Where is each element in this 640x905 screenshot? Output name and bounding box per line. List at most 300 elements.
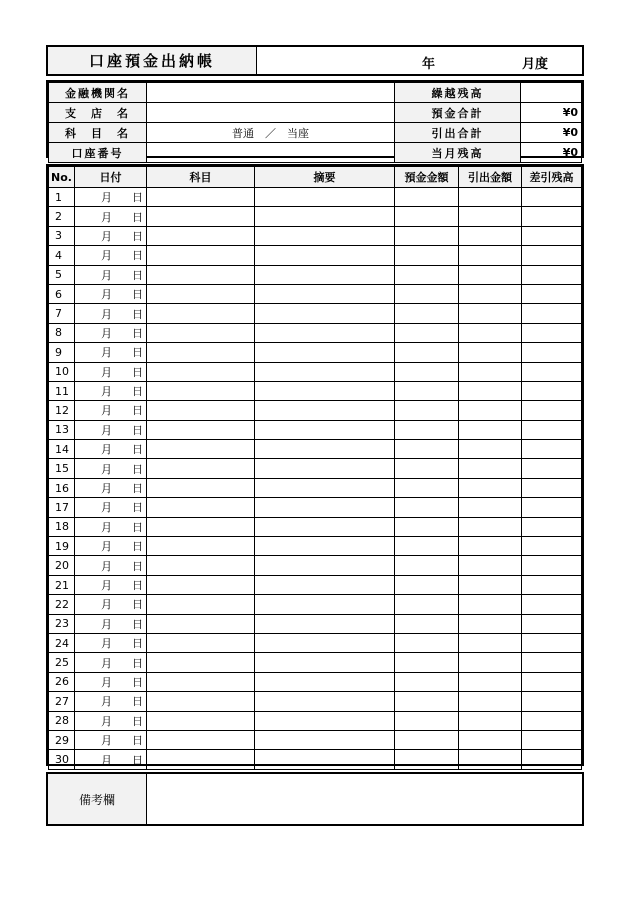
balance-cell[interactable] xyxy=(522,304,582,323)
deposit-cell[interactable] xyxy=(395,304,459,323)
description-cell[interactable] xyxy=(255,653,395,672)
day-char: 日 xyxy=(132,714,143,728)
description-cell[interactable] xyxy=(255,420,395,439)
branch-name-label: 支 店 名 xyxy=(49,103,147,123)
account-cell[interactable] xyxy=(147,517,255,536)
account-cell[interactable] xyxy=(147,633,255,652)
account-cell[interactable] xyxy=(147,711,255,730)
date-field[interactable] xyxy=(75,498,147,517)
date-field[interactable] xyxy=(75,381,147,400)
header-deposit: 預金金額 xyxy=(395,167,459,188)
deposit-cell[interactable] xyxy=(395,420,459,439)
month-char: 月 xyxy=(101,579,112,592)
withdrawal-cell[interactable] xyxy=(459,575,522,594)
withdrawal-cell[interactable] xyxy=(459,498,522,517)
account-cell[interactable] xyxy=(147,614,255,633)
withdrawal-cell[interactable] xyxy=(459,595,522,614)
deposit-cell[interactable] xyxy=(395,343,459,362)
row-number: 26 xyxy=(49,672,75,691)
withdrawal-cell[interactable] xyxy=(459,750,522,769)
day-char: 日 xyxy=(132,559,143,573)
description-cell[interactable] xyxy=(255,284,395,303)
deposit-cell[interactable] xyxy=(395,381,459,400)
balance-cell[interactable] xyxy=(522,265,582,284)
row-number: 7 xyxy=(49,304,75,323)
date-field[interactable] xyxy=(75,575,147,594)
day-char: 日 xyxy=(132,695,143,709)
day-char: 日 xyxy=(132,482,143,496)
withdrawal-cell[interactable] xyxy=(459,692,522,711)
withdrawal-cell[interactable] xyxy=(459,730,522,749)
date-field[interactable] xyxy=(75,343,147,362)
date-field[interactable] xyxy=(75,730,147,749)
month-char: 月 xyxy=(101,540,112,554)
deposit-cell[interactable] xyxy=(395,323,459,342)
withdrawal-cell[interactable] xyxy=(459,323,522,342)
month-char: 月 xyxy=(101,404,112,418)
account-cell[interactable] xyxy=(147,575,255,594)
deposit-cell[interactable] xyxy=(395,653,459,672)
deposit-cell[interactable] xyxy=(395,207,459,226)
deposit-cell[interactable] xyxy=(395,730,459,749)
deposit-cell[interactable] xyxy=(395,265,459,284)
withdrawal-cell[interactable] xyxy=(459,304,522,323)
branch-name-field[interactable] xyxy=(147,103,395,123)
deposit-cell[interactable] xyxy=(395,246,459,265)
month-balance-label: 当月残高 xyxy=(395,143,521,163)
deposit-cell[interactable] xyxy=(395,517,459,536)
row-number: 3 xyxy=(49,226,75,245)
withdrawal-cell[interactable] xyxy=(459,381,522,400)
description-cell[interactable] xyxy=(255,304,395,323)
month-char: 月 xyxy=(101,365,112,379)
date-field[interactable] xyxy=(75,207,147,226)
account-cell[interactable] xyxy=(147,401,255,420)
description-cell[interactable] xyxy=(255,323,395,342)
row-number: 5 xyxy=(49,265,75,284)
account-cell[interactable] xyxy=(147,440,255,459)
description-cell[interactable] xyxy=(255,478,395,497)
balance-cell[interactable] xyxy=(522,750,582,769)
month-char: 月 xyxy=(101,249,112,263)
account-cell[interactable] xyxy=(147,730,255,749)
date-field[interactable] xyxy=(75,633,147,652)
date-field[interactable] xyxy=(75,556,147,575)
header-date: 日付 xyxy=(75,167,147,188)
description-cell[interactable] xyxy=(255,362,395,381)
month-char: 月 xyxy=(101,637,112,651)
remarks-section xyxy=(46,772,584,826)
date-field[interactable] xyxy=(75,478,147,497)
withdrawal-cell[interactable] xyxy=(459,672,522,691)
description-cell[interactable] xyxy=(255,498,395,517)
withdrawal-cell[interactable] xyxy=(459,226,522,245)
row-number: 1 xyxy=(49,188,75,207)
deposit-cell[interactable] xyxy=(395,711,459,730)
date-field[interactable] xyxy=(75,323,147,342)
date-field[interactable] xyxy=(75,226,147,245)
withdrawal-cell[interactable] xyxy=(459,188,522,207)
balance-cell[interactable] xyxy=(522,478,582,497)
description-cell[interactable] xyxy=(255,556,395,575)
balance-cell[interactable] xyxy=(522,226,582,245)
description-cell[interactable] xyxy=(255,188,395,207)
description-cell[interactable] xyxy=(255,207,395,226)
description-cell[interactable] xyxy=(255,401,395,420)
row-number: 22 xyxy=(49,595,75,614)
date-field[interactable] xyxy=(75,653,147,672)
withdrawal-cell[interactable] xyxy=(459,362,522,381)
deposit-cell[interactable] xyxy=(395,672,459,691)
row-number: 2 xyxy=(49,207,75,226)
day-char: 日 xyxy=(132,753,143,767)
day-char: 日 xyxy=(132,520,143,534)
account-cell[interactable] xyxy=(147,692,255,711)
description-cell[interactable] xyxy=(255,750,395,769)
deposit-total-label: 預金合計 xyxy=(395,103,521,123)
balance-cell[interactable] xyxy=(522,517,582,536)
day-char: 日 xyxy=(132,229,143,243)
account-cell[interactable] xyxy=(147,498,255,517)
balance-cell[interactable] xyxy=(522,498,582,517)
row-number: 9 xyxy=(49,343,75,362)
account-cell[interactable] xyxy=(147,459,255,478)
day-char: 日 xyxy=(132,675,143,689)
date-field[interactable] xyxy=(75,537,147,556)
period-field[interactable] xyxy=(257,47,582,74)
date-field[interactable] xyxy=(75,246,147,265)
day-char: 日 xyxy=(132,501,143,515)
row-number: 10 xyxy=(49,362,75,381)
row-number: 12 xyxy=(49,401,75,420)
day-char: 日 xyxy=(132,326,143,340)
withdrawal-cell[interactable] xyxy=(459,478,522,497)
row-number: 13 xyxy=(49,420,75,439)
day-char: 日 xyxy=(132,462,143,476)
table-row xyxy=(49,401,582,420)
table-row xyxy=(49,304,582,323)
withdrawal-cell[interactable] xyxy=(459,537,522,556)
table-row xyxy=(49,730,582,749)
description-cell[interactable] xyxy=(255,711,395,730)
carryover-label: 繰越残高 xyxy=(395,83,521,103)
document-title: 口座預金出納帳 xyxy=(48,47,257,74)
balance-cell[interactable] xyxy=(522,246,582,265)
balance-cell[interactable] xyxy=(522,614,582,633)
row-number: 29 xyxy=(49,730,75,749)
account-cell[interactable] xyxy=(147,188,255,207)
deposit-cell[interactable] xyxy=(395,478,459,497)
month-char: 月 xyxy=(101,443,112,457)
month-char: 月 xyxy=(101,501,112,515)
deposit-cell[interactable] xyxy=(395,537,459,556)
row-number: 11 xyxy=(49,381,75,400)
deposit-cell[interactable] xyxy=(395,692,459,711)
header-description: 摘要 xyxy=(255,167,395,188)
row-number: 4 xyxy=(49,246,75,265)
balance-cell[interactable] xyxy=(522,537,582,556)
withdraw-total-label: 引出合計 xyxy=(395,123,521,143)
deposit-cell[interactable] xyxy=(395,595,459,614)
row-number: 17 xyxy=(49,498,75,517)
account-cell[interactable] xyxy=(147,362,255,381)
month-char: 月 xyxy=(101,191,112,205)
table-row xyxy=(49,323,582,342)
row-number: 23 xyxy=(49,614,75,633)
day-char: 日 xyxy=(132,365,143,379)
month-char: 月 xyxy=(101,753,112,767)
month-char: 月 xyxy=(101,598,112,612)
date-field[interactable] xyxy=(75,420,147,439)
day-char: 日 xyxy=(132,579,143,592)
withdrawal-cell[interactable] xyxy=(459,556,522,575)
withdrawal-cell[interactable] xyxy=(459,711,522,730)
row-number: 14 xyxy=(49,440,75,459)
table-row xyxy=(49,672,582,691)
balance-cell[interactable] xyxy=(522,556,582,575)
month-char: 月 xyxy=(101,423,112,437)
balance-cell[interactable] xyxy=(522,633,582,652)
balance-cell[interactable] xyxy=(522,653,582,672)
month-char: 月 xyxy=(101,326,112,340)
table-row xyxy=(49,692,582,711)
description-cell[interactable] xyxy=(255,381,395,400)
withdrawal-cell[interactable] xyxy=(459,440,522,459)
day-char: 日 xyxy=(132,307,143,321)
account-cell[interactable] xyxy=(147,304,255,323)
month-char: 月 xyxy=(101,482,112,496)
date-field[interactable] xyxy=(75,595,147,614)
table-row xyxy=(49,537,582,556)
balance-cell[interactable] xyxy=(522,575,582,594)
description-cell[interactable] xyxy=(255,614,395,633)
month-char: 月 xyxy=(101,520,112,534)
deposit-cell[interactable] xyxy=(395,401,459,420)
date-field[interactable] xyxy=(75,265,147,284)
carryover-value[interactable] xyxy=(521,83,582,103)
balance-cell[interactable] xyxy=(522,420,582,439)
deposit-cell[interactable] xyxy=(395,633,459,652)
month-char: 月 xyxy=(101,462,112,476)
account-cell[interactable] xyxy=(147,537,255,556)
account-cell[interactable] xyxy=(147,653,255,672)
day-char: 日 xyxy=(132,346,143,360)
date-field[interactable] xyxy=(75,362,147,381)
month-char: 月 xyxy=(101,559,112,573)
month-balance-value: ¥0 xyxy=(521,143,582,163)
balance-cell[interactable] xyxy=(522,711,582,730)
deposit-cell[interactable] xyxy=(395,614,459,633)
description-cell[interactable] xyxy=(255,226,395,245)
description-cell[interactable] xyxy=(255,440,395,459)
description-cell[interactable] xyxy=(255,246,395,265)
account-cell[interactable] xyxy=(147,207,255,226)
account-cell[interactable] xyxy=(147,595,255,614)
month-char: 月 xyxy=(101,268,112,282)
table-row xyxy=(49,517,582,536)
date-field[interactable] xyxy=(75,440,147,459)
deposit-total-value: ¥0 xyxy=(521,103,582,123)
bank-name-field[interactable] xyxy=(147,83,395,103)
account-cell[interactable] xyxy=(147,478,255,497)
account-cell[interactable] xyxy=(147,556,255,575)
day-char: 日 xyxy=(132,268,143,282)
withdrawal-cell[interactable] xyxy=(459,633,522,652)
day-char: 日 xyxy=(132,734,143,748)
row-number: 30 xyxy=(49,750,75,769)
table-row xyxy=(49,711,582,730)
description-cell[interactable] xyxy=(255,692,395,711)
month-char: 月 xyxy=(101,288,112,302)
description-cell[interactable] xyxy=(255,633,395,652)
date-field[interactable] xyxy=(75,692,147,711)
account-cell[interactable] xyxy=(147,265,255,284)
balance-cell[interactable] xyxy=(522,188,582,207)
year-label: 年 xyxy=(422,57,436,72)
table-row xyxy=(49,265,582,284)
withdrawal-cell[interactable] xyxy=(459,614,522,633)
deposit-cell[interactable] xyxy=(395,440,459,459)
table-row xyxy=(49,478,582,497)
deposit-cell[interactable] xyxy=(395,575,459,594)
description-cell[interactable] xyxy=(255,672,395,691)
deposit-cell[interactable] xyxy=(395,750,459,769)
row-number: 15 xyxy=(49,459,75,478)
table-row xyxy=(49,575,582,594)
balance-cell[interactable] xyxy=(522,672,582,691)
account-cell[interactable] xyxy=(147,246,255,265)
withdrawal-cell[interactable] xyxy=(459,401,522,420)
table-row xyxy=(49,653,582,672)
date-field[interactable] xyxy=(75,750,147,769)
account-number-field[interactable] xyxy=(147,143,395,163)
withdrawal-cell[interactable] xyxy=(459,284,522,303)
table-row xyxy=(49,614,582,633)
table-row xyxy=(49,750,582,769)
description-cell[interactable] xyxy=(255,343,395,362)
balance-cell[interactable] xyxy=(522,207,582,226)
balance-cell[interactable] xyxy=(522,440,582,459)
account-cell[interactable] xyxy=(147,672,255,691)
description-cell[interactable] xyxy=(255,537,395,556)
deposit-cell[interactable] xyxy=(395,188,459,207)
description-cell[interactable] xyxy=(255,265,395,284)
remarks-field[interactable] xyxy=(147,774,582,824)
balance-cell[interactable] xyxy=(522,401,582,420)
withdrawal-cell[interactable] xyxy=(459,343,522,362)
withdrawal-cell[interactable] xyxy=(459,265,522,284)
balance-cell[interactable] xyxy=(522,459,582,478)
bank-name-label: 金融機関名 xyxy=(49,83,147,103)
row-number: 16 xyxy=(49,478,75,497)
date-field[interactable] xyxy=(75,711,147,730)
description-cell[interactable] xyxy=(255,459,395,478)
balance-cell[interactable] xyxy=(522,381,582,400)
month-char: 月 xyxy=(101,675,112,689)
account-cell[interactable] xyxy=(147,381,255,400)
withdrawal-cell[interactable] xyxy=(459,207,522,226)
table-row xyxy=(49,343,582,362)
header-balance: 差引残高 xyxy=(522,167,582,188)
table-row xyxy=(49,246,582,265)
balance-cell[interactable] xyxy=(522,284,582,303)
balance-cell[interactable] xyxy=(522,730,582,749)
account-number-label: 口座番号 xyxy=(49,143,147,163)
balance-cell[interactable] xyxy=(522,343,582,362)
month-char: 月 xyxy=(101,229,112,243)
table-row xyxy=(49,459,582,478)
withdrawal-cell[interactable] xyxy=(459,459,522,478)
account-cell[interactable] xyxy=(147,750,255,769)
date-field[interactable] xyxy=(75,401,147,420)
withdrawal-cell[interactable] xyxy=(459,420,522,439)
description-cell[interactable] xyxy=(255,595,395,614)
account-cell[interactable] xyxy=(147,284,255,303)
description-cell[interactable] xyxy=(255,517,395,536)
balance-cell[interactable] xyxy=(522,362,582,381)
deposit-cell[interactable] xyxy=(395,284,459,303)
row-number: 21 xyxy=(49,575,75,594)
day-char: 日 xyxy=(132,443,143,457)
day-char: 日 xyxy=(132,423,143,437)
account-type-field[interactable]: 普通 ／ 当座 xyxy=(147,123,395,143)
date-field[interactable] xyxy=(75,188,147,207)
date-field[interactable] xyxy=(75,614,147,633)
account-cell[interactable] xyxy=(147,226,255,245)
date-field[interactable] xyxy=(75,517,147,536)
table-row xyxy=(49,226,582,245)
day-char: 日 xyxy=(132,637,143,651)
deposit-cell[interactable] xyxy=(395,459,459,478)
balance-cell[interactable] xyxy=(522,692,582,711)
day-char: 日 xyxy=(132,656,143,670)
account-type-label: 科 目 名 xyxy=(49,123,147,143)
row-number: 24 xyxy=(49,633,75,652)
row-number: 28 xyxy=(49,711,75,730)
table-row xyxy=(49,633,582,652)
table-row xyxy=(49,440,582,459)
date-field[interactable] xyxy=(75,459,147,478)
account-cell[interactable] xyxy=(147,343,255,362)
table-row xyxy=(49,556,582,575)
deposit-cell[interactable] xyxy=(395,362,459,381)
day-char: 日 xyxy=(132,404,143,418)
ledger-title-bar xyxy=(46,45,584,76)
date-field[interactable] xyxy=(75,672,147,691)
row-number: 27 xyxy=(49,692,75,711)
header-withdrawal: 引出金額 xyxy=(459,167,522,188)
balance-cell[interactable] xyxy=(522,595,582,614)
table-row xyxy=(49,498,582,517)
description-cell[interactable] xyxy=(255,575,395,594)
row-number: 18 xyxy=(49,517,75,536)
withdrawal-cell[interactable] xyxy=(459,246,522,265)
deposit-cell[interactable] xyxy=(395,498,459,517)
day-char: 日 xyxy=(132,385,143,399)
deposit-cell[interactable] xyxy=(395,556,459,575)
date-field[interactable] xyxy=(75,304,147,323)
month-char: 月 xyxy=(101,714,112,728)
description-cell[interactable] xyxy=(255,730,395,749)
withdrawal-cell[interactable] xyxy=(459,653,522,672)
account-cell[interactable] xyxy=(147,420,255,439)
balance-cell[interactable] xyxy=(522,323,582,342)
date-field[interactable] xyxy=(75,284,147,303)
header-no: No. xyxy=(49,167,75,188)
withdrawal-cell[interactable] xyxy=(459,517,522,536)
deposit-cell[interactable] xyxy=(395,226,459,245)
account-cell[interactable] xyxy=(147,323,255,342)
